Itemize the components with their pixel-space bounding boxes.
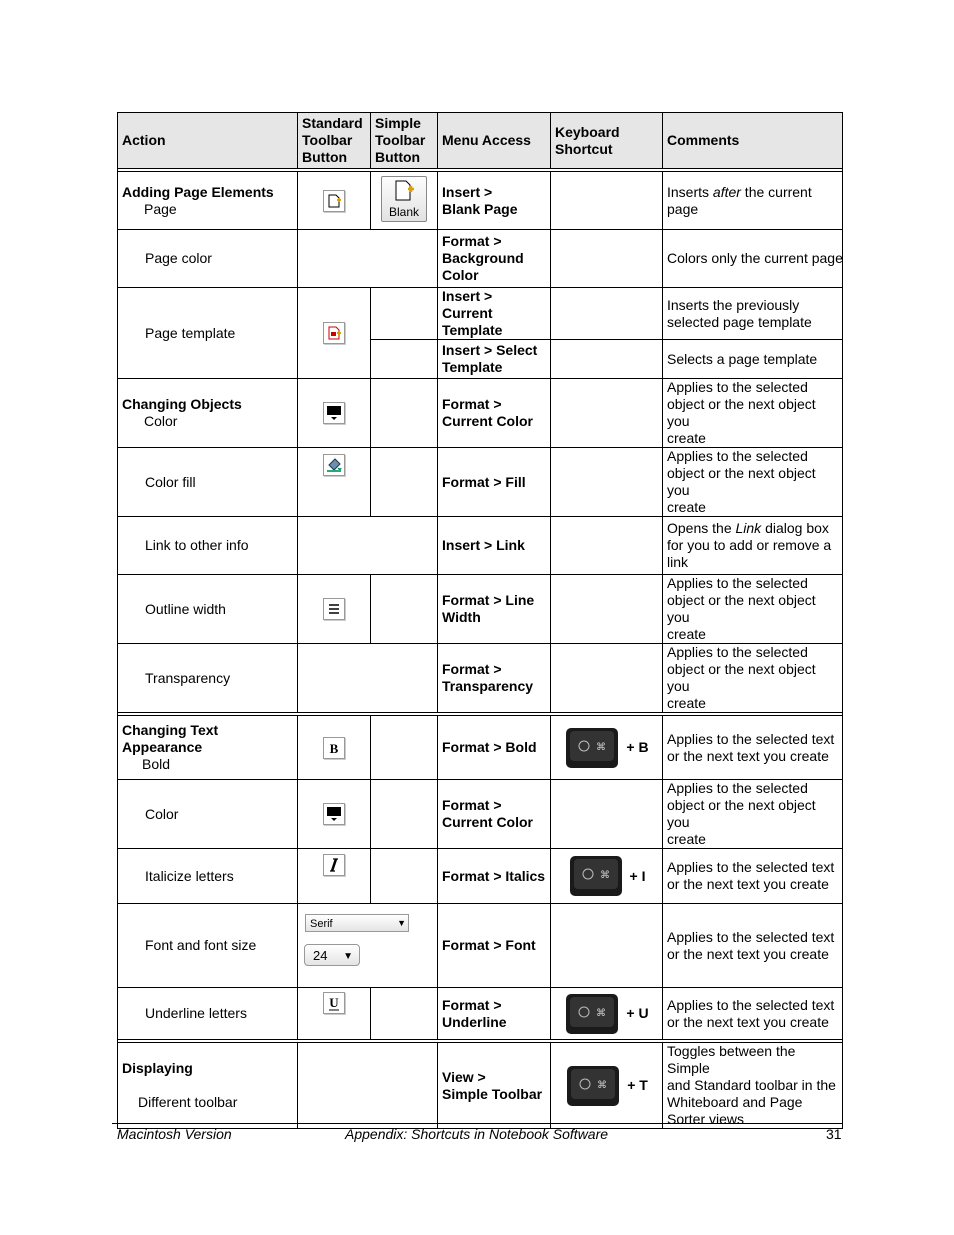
shortcut-key: + U (626, 1005, 649, 1021)
comment-cell: Applies to the selected object or the next object you create (663, 379, 843, 448)
simple-button-cell (371, 575, 438, 644)
menu-cell: Format > Background Color (438, 230, 551, 288)
simple-button-cell (371, 379, 438, 448)
comment-cell: Selects a page template (663, 340, 843, 379)
command-key-icon (564, 992, 620, 1036)
keyboard-cell (551, 379, 663, 448)
italic-icon[interactable] (323, 854, 345, 876)
bold-icon[interactable] (323, 737, 345, 759)
blank-page-icon[interactable] (323, 190, 345, 212)
simple-button-cell (371, 172, 438, 230)
menu-cell: Format > Underline (438, 988, 551, 1040)
paint-bucket-icon[interactable] (323, 454, 345, 476)
font-controls-cell (298, 904, 438, 988)
action-cell: Color fill (118, 448, 298, 517)
menu-cell: Insert > Current Template (438, 288, 551, 340)
font-size-select[interactable] (304, 944, 360, 966)
action-cell: Page template (118, 288, 298, 379)
menu-cell: Format > Line Width (438, 575, 551, 644)
menu-cell: Insert > Blank Page (438, 172, 551, 230)
comment-cell: Inserts after the current page (663, 172, 843, 230)
svg-text:⌘: ⌘ (597, 1079, 608, 1091)
underline-icon[interactable] (323, 992, 345, 1014)
font-family-select[interactable] (305, 914, 409, 932)
blank-page-button[interactable] (381, 176, 427, 222)
standard-button-cell (298, 575, 371, 644)
shortcut-key: + B (626, 739, 649, 755)
chevron-down-icon: ▼ (343, 951, 353, 962)
simple-button-cell (371, 288, 438, 340)
comment-cell: Inserts the previously selected page template (663, 288, 843, 340)
keyboard-cell (551, 288, 663, 340)
table-row (118, 716, 843, 780)
menu-cell: Format > Current Color (438, 780, 551, 849)
keyboard-cell (551, 340, 663, 379)
standard-button-cell (298, 988, 371, 1040)
simple-button-cell (371, 448, 438, 517)
action-cell: Outline width (118, 575, 298, 644)
button-cell (298, 517, 438, 575)
header-menu-access: Menu Access (438, 113, 551, 169)
table-row (118, 644, 843, 713)
table-row (118, 172, 843, 230)
standard-button-cell (298, 172, 371, 230)
standard-button-cell (298, 716, 371, 780)
comment-cell: Applies to the selected text or the next text you create (663, 904, 843, 988)
footer-divider (112, 1123, 842, 1124)
svg-text:⌘: ⌘ (596, 741, 607, 753)
page-template-icon[interactable] (323, 322, 345, 344)
standard-button-cell (298, 849, 371, 904)
header-comments: Comments (663, 113, 843, 169)
blank-label: Blank (388, 204, 420, 219)
action-cell: Link to other info (118, 517, 298, 575)
comment-cell: Toggles between the Simple and Standard toolbar in the Whiteboard and Page Sorter views (663, 1043, 843, 1129)
action-cell: Transparency (118, 644, 298, 713)
keyboard-cell (551, 448, 663, 517)
text-color-icon[interactable] (323, 803, 345, 825)
menu-cell: Insert > Link (438, 517, 551, 575)
table-row (118, 780, 843, 849)
comment-cell: Applies to the selected object or the next object you create (663, 575, 843, 644)
menu-cell: Format > Font (438, 904, 551, 988)
keyboard-cell (551, 716, 663, 780)
shortcuts-table (117, 112, 843, 1129)
button-cell (298, 644, 438, 713)
header-simple-button: Simple Toolbar Button (371, 113, 438, 169)
table-row (118, 379, 843, 448)
standard-button-cell (298, 379, 371, 448)
command-key-icon (565, 1064, 621, 1108)
table-row (118, 1043, 843, 1129)
color-picker-icon[interactable] (323, 402, 345, 424)
comment-cell: Applies to the selected text or the next text you create (663, 716, 843, 780)
action-cell: Underline letters (118, 988, 298, 1040)
action-cell: Changing Objects Color (118, 379, 298, 448)
header-action: Action (118, 113, 298, 169)
action-cell: Adding Page Elements Page (118, 172, 298, 230)
svg-text:U: U (329, 995, 339, 1010)
header-row (118, 113, 843, 169)
comment-cell: Applies to the selected object or the next object you create (663, 448, 843, 517)
command-key-icon (564, 726, 620, 770)
menu-cell: Format > Italics (438, 849, 551, 904)
header-standard-button: Standard Toolbar Button (298, 113, 371, 169)
comment-cell: Applies to the selected object or the next object you create (663, 644, 843, 713)
comment-cell: Applies to the selected text or the next text you create (663, 849, 843, 904)
keyboard-cell (551, 575, 663, 644)
comment-cell: Applies to the selected text or the next text you create (663, 988, 843, 1040)
table-row (118, 575, 843, 644)
action-cell: Italicize letters (118, 849, 298, 904)
shortcut-key: + I (629, 867, 646, 884)
keyboard-cell (551, 904, 663, 988)
keyboard-cell (551, 780, 663, 849)
font-family-value: Serif (310, 918, 333, 930)
table-row (118, 288, 843, 340)
action-cell: Page color (118, 230, 298, 288)
command-key-icon (568, 854, 624, 898)
action-cell: Font and font size (118, 904, 298, 988)
action-cell: Changing Text Appearance Bold (118, 716, 298, 780)
footer-left: Macintosh Version (117, 1126, 232, 1142)
button-cell (298, 230, 438, 288)
table-row (118, 988, 843, 1040)
action-cell: Color (118, 780, 298, 849)
simple-button-cell (371, 716, 438, 780)
table-row (118, 517, 843, 575)
keyboard-cell (551, 644, 663, 713)
comment-cell: Applies to the selected object or the next object you create (663, 780, 843, 849)
menu-cell: View > Simple Toolbar (438, 1043, 551, 1129)
svg-text:⌘: ⌘ (596, 1007, 607, 1019)
menu-cell: Format > Current Color (438, 379, 551, 448)
table-row (118, 849, 843, 904)
font-size-value: 24 (313, 948, 328, 963)
page-number: 31 (826, 1126, 842, 1142)
menu-cell: Insert > Select Template (438, 340, 551, 379)
menu-cell: Format > Transparency (438, 644, 551, 713)
simple-button-cell (371, 988, 438, 1040)
svg-text:⌘: ⌘ (599, 870, 610, 881)
simple-button-cell (371, 849, 438, 904)
keyboard-cell (551, 1043, 663, 1129)
standard-button-cell (298, 780, 371, 849)
keyboard-cell (551, 172, 663, 230)
table-row (118, 448, 843, 517)
footer-center: Appendix: Shortcuts in Notebook Software (345, 1126, 609, 1142)
line-width-icon[interactable] (323, 598, 345, 620)
table-row (118, 230, 843, 288)
keyboard-cell (551, 230, 663, 288)
chevron-down-icon: ▼ (397, 918, 406, 928)
action-cell: Displaying Different toolbar (118, 1043, 298, 1129)
menu-cell: Format > Fill (438, 448, 551, 517)
button-cell (298, 1043, 438, 1129)
simple-button-cell (371, 340, 438, 379)
shortcut-key: + T (627, 1077, 648, 1093)
table-row (118, 904, 843, 988)
menu-cell: Format > Bold (438, 716, 551, 780)
header-keyboard-shortcut: Keyboard Shortcut (551, 113, 663, 169)
svg-text:B: B (329, 740, 339, 756)
keyboard-cell (551, 849, 663, 904)
standard-button-cell (298, 288, 371, 379)
keyboard-cell (551, 517, 663, 575)
comment-cell: Colors only the current page (663, 230, 843, 288)
simple-button-cell (371, 780, 438, 849)
keyboard-cell (551, 988, 663, 1040)
comment-cell: Opens the Link dialog box for you to add or remove a link (663, 517, 843, 575)
standard-button-cell (298, 448, 371, 517)
